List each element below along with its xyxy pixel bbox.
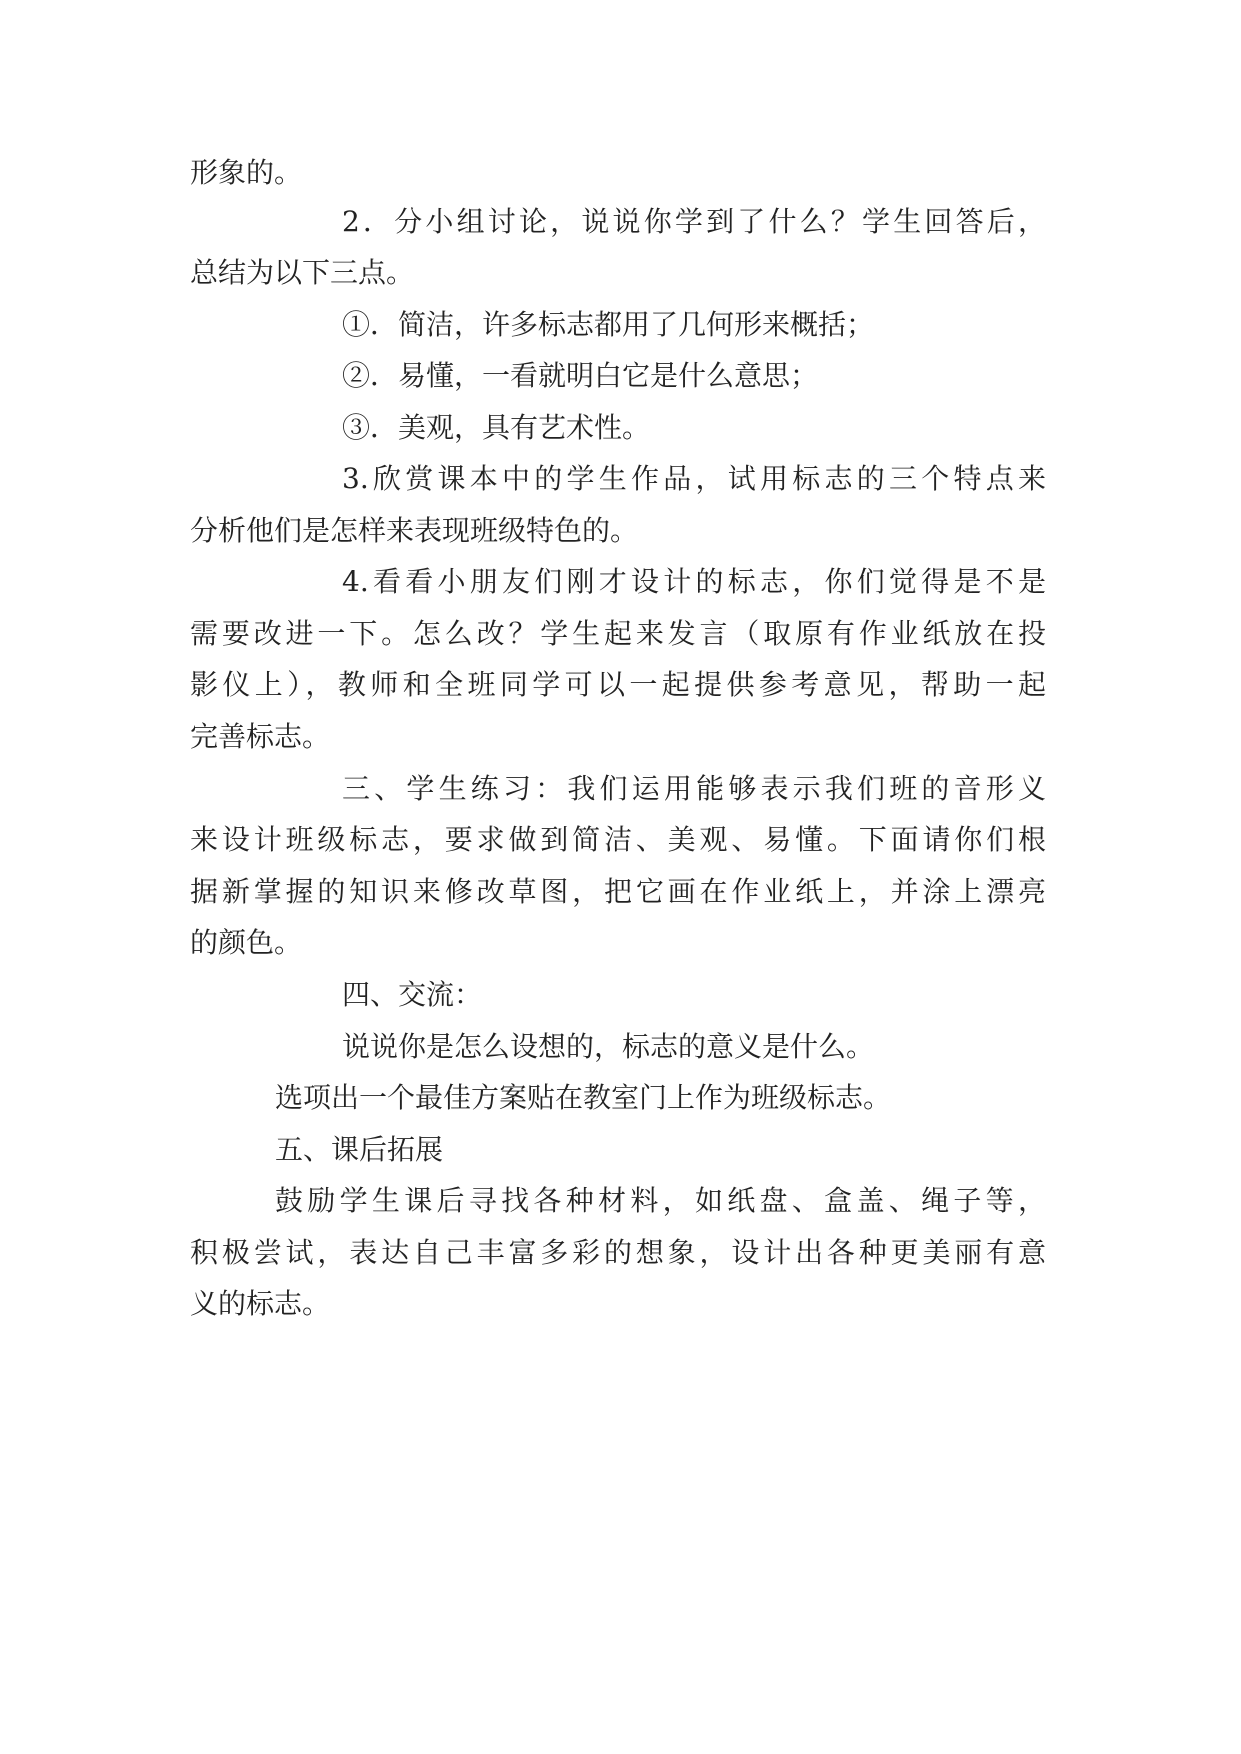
text-line: 总结为以下三点。: [190, 256, 415, 289]
text-line: 2．分小组讨论，说说你学到了什么？学生回答后，: [342, 205, 1046, 238]
list-item: ③．美观，具有艺术性。: [342, 411, 651, 444]
text-line: 完善标志。: [190, 720, 331, 753]
text-line: 需要改进一下。怎么改？学生起来发言（取原有作业纸放在投: [190, 617, 1046, 650]
list-item: ②．易懂，一看就明白它是什么意思；: [342, 359, 819, 392]
text-line: 分析他们是怎样来表现班级特色的。: [190, 514, 639, 547]
text-line: 4.看看小朋友们刚才设计的标志，你们觉得是不是: [342, 565, 1046, 598]
text-line: 影仪上），教师和全班同学可以一起提供参考意见，帮助一起: [190, 668, 1046, 701]
text-line: 三、学生练习：我们运用能够表示我们班的音形义: [342, 772, 1046, 805]
text-line: 的颜色。: [190, 926, 303, 959]
text-line: 义的标志。: [190, 1287, 331, 1320]
text-line: 形象的。: [190, 156, 303, 189]
list-item: ①．简洁，许多标志都用了几何形来概括；: [342, 308, 875, 341]
text-line: 说说你是怎么设想的，标志的意义是什么。: [342, 1030, 875, 1063]
text-line: 来设计班级标志，要求做到简洁、美观、易懂。下面请你们根: [190, 823, 1046, 856]
text-line: 据新掌握的知识来修改草图，把它画在作业纸上，并涂上漂亮: [190, 875, 1046, 908]
text-line: 鼓励学生课后寻找各种材料，如纸盘、盒盖、绳子等，: [275, 1184, 1046, 1217]
text-line: 3.欣赏课本中的学生作品，试用标志的三个特点来: [342, 462, 1046, 495]
text-line: 积极尝试，表达自己丰富多彩的想象，设计出各种更美丽有意: [190, 1236, 1046, 1269]
text-line: 选项出一个最佳方案贴在教室门上作为班级标志。: [275, 1081, 892, 1114]
section-heading: 四、交流：: [342, 978, 483, 1011]
section-heading: 五、课后拓展: [275, 1133, 444, 1166]
